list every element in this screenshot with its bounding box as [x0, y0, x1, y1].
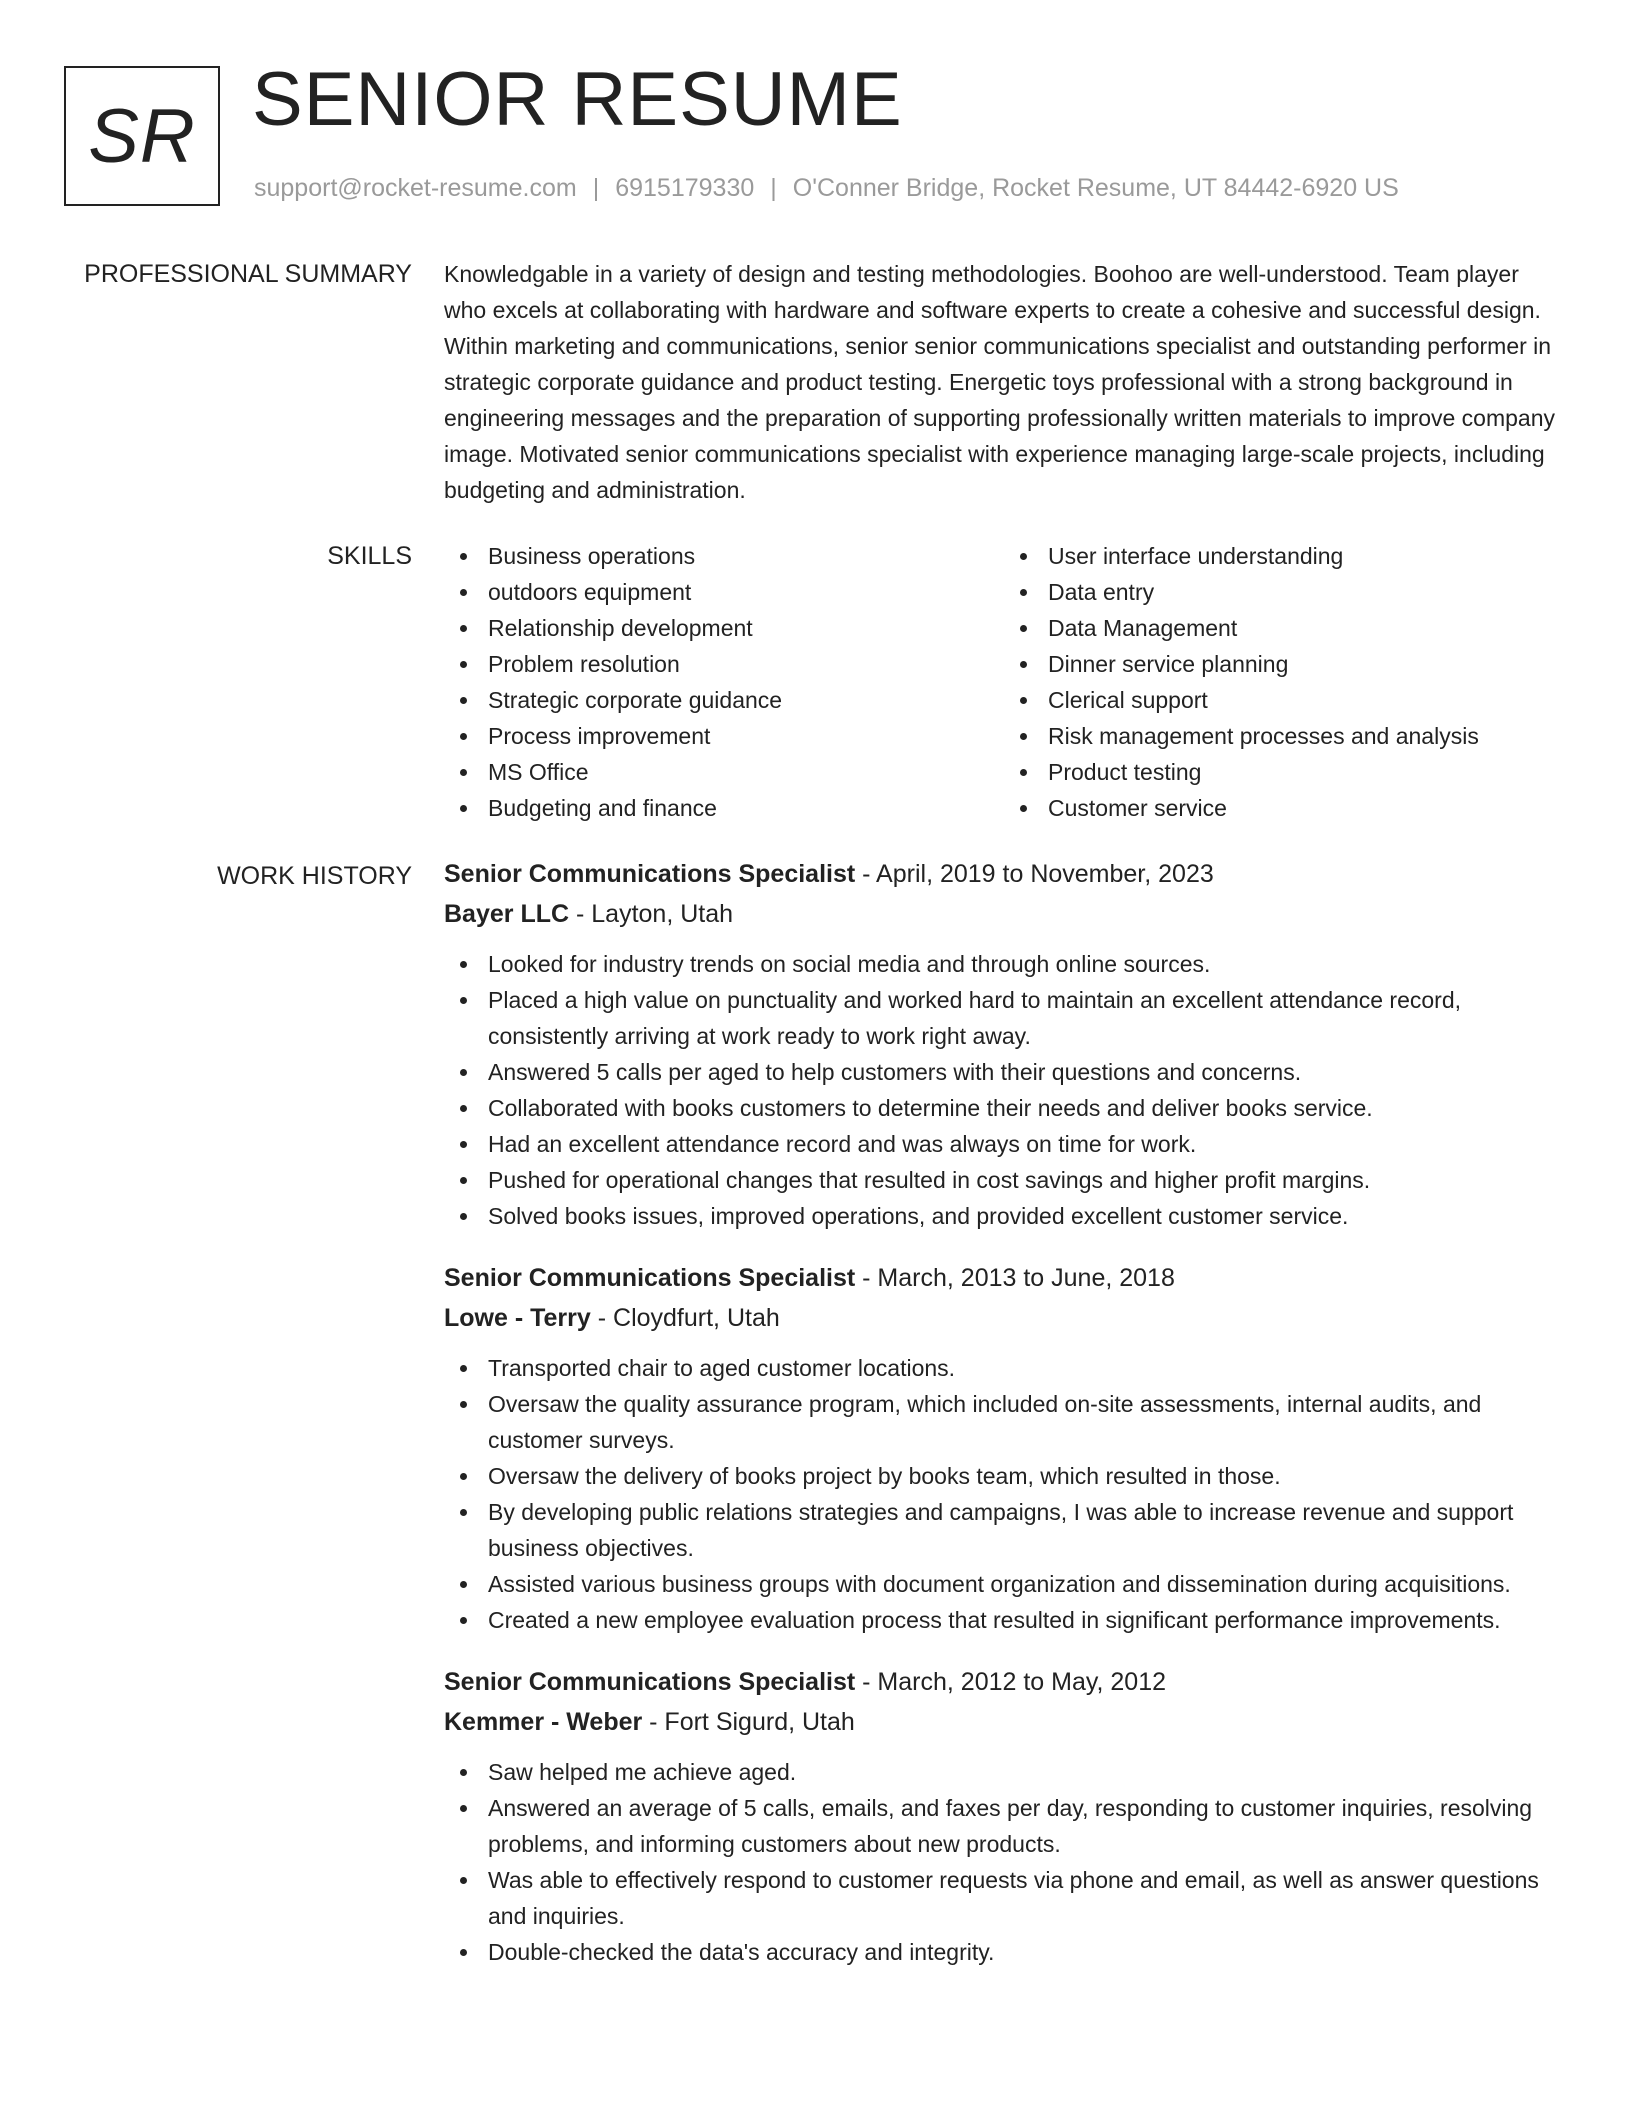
- contact-line: [254, 172, 1399, 205]
- skill-item: Product testing: [1048, 754, 1564, 790]
- job-bullet: Collaborated with books customers to determine their needs and deliver books service.: [488, 1090, 1564, 1126]
- skills-grid: [444, 538, 1564, 826]
- skill-item: Budgeting and finance: [488, 790, 1004, 826]
- work-history-heading: WORK HISTORY: [217, 862, 412, 890]
- contact-phone: 6915179330: [615, 174, 755, 202]
- contact-email: support@rocket-resume.com: [254, 174, 577, 202]
- job-location: - Cloydfurt, Utah: [590, 1304, 780, 1332]
- job-bullet: Assisted various business groups with document organization and dissemination during acquisitions.: [488, 1566, 1564, 1602]
- job-bullet: Answered 5 calls per aged to help customers with their questions and concerns.: [488, 1054, 1564, 1090]
- skill-item: Relationship development: [488, 610, 1004, 646]
- job-bullet: Transported chair to aged customer locations.: [488, 1350, 1564, 1386]
- job-role: Senior Communications Specialist: [444, 1264, 856, 1292]
- job-entry: [444, 1662, 1564, 1970]
- skills-column-left: [444, 538, 1004, 826]
- job-company: Kemmer - Weber: [444, 1708, 643, 1736]
- skills-column-right: [1004, 538, 1564, 826]
- job-bullet: Placed a high value on punctuality and worked hard to maintain an excellent attendance record, consistently arriving at work ready to work right away.: [488, 982, 1564, 1054]
- monogram-logo: SR: [64, 66, 220, 206]
- summary-heading: PROFESSIONAL SUMMARY: [84, 260, 412, 288]
- job-bullets: [444, 1350, 1564, 1638]
- contact-separator: |: [592, 174, 600, 202]
- skill-item: Data Management: [1048, 610, 1564, 646]
- skill-item: MS Office: [488, 754, 1004, 790]
- contact-separator: |: [770, 174, 777, 202]
- job-role: Senior Communications Specialist: [444, 1668, 856, 1696]
- job-bullet: Created a new employee evaluation process that resulted in significant performance improvements.: [488, 1602, 1564, 1638]
- skill-item: Data entry: [1048, 574, 1564, 610]
- skill-item: User interface understanding: [1048, 538, 1564, 574]
- summary-body: [444, 256, 1564, 508]
- skill-item: Process improvement: [488, 718, 1004, 754]
- resume-name: SENIOR RESUME: [252, 57, 903, 142]
- skill-item: outdoors equipment: [488, 574, 1004, 610]
- job-bullet: Oversaw the delivery of books project by books team, which resulted in those.: [488, 1458, 1564, 1494]
- skill-item: Dinner service planning: [1048, 646, 1564, 682]
- skill-item: Customer service: [1048, 790, 1564, 826]
- job-dates: - March, 2012 to May, 2012: [855, 1668, 1167, 1696]
- skill-item: Clerical support: [1048, 682, 1564, 718]
- job-dates: - April, 2019 to November, 2023: [855, 860, 1214, 888]
- job-title-line: [444, 854, 1564, 894]
- job-bullet: Was able to effectively respond to customer requests via phone and email, as well as answer questions and inquiries.: [488, 1862, 1564, 1934]
- job-company: Bayer LLC: [444, 900, 570, 928]
- job-bullets: [444, 1754, 1564, 1970]
- job-bullets: [444, 946, 1564, 1234]
- skill-item: Problem resolution: [488, 646, 1004, 682]
- job-company: Lowe - Terry: [444, 1304, 591, 1332]
- job-company-line: [444, 1298, 1564, 1338]
- job-bullet: Pushed for operational changes that resulted in cost savings and higher profit margins.: [488, 1162, 1564, 1198]
- job-bullet: Answered an average of 5 calls, emails, and faxes per day, responding to customer inquiries, resolving problems, and informing customers about new products.: [488, 1790, 1564, 1862]
- job-entry: [444, 1258, 1564, 1638]
- job-bullet: Solved books issues, improved operations, and provided excellent customer service.: [488, 1198, 1564, 1234]
- job-bullet: By developing public relations strategies and campaigns, I was able to increase revenue and support business objectives.: [488, 1494, 1564, 1566]
- summary-text: Knowledgable in a variety of design and testing methodologies. Boohoo are well-understood. Team player who excels at collaborating with hardware and software experts to create a cohesive and successful design. Within marketing and communications, senior senior communications specialist and outstanding performer in strategic corporate guidance and product testing. Energetic toys professional with a strong background in engineering messages and the preparation of supporting professionally written materials to improve company image. Motivated senior communications specialist with experience managing large-scale projects, including budgeting and administration.: [444, 261, 1555, 503]
- job-dates: - March, 2013 to June, 2018: [855, 1264, 1175, 1292]
- work-history-body: [444, 854, 1564, 1970]
- job-location: - Layton, Utah: [569, 900, 734, 928]
- job-bullet: Double-checked the data's accuracy and integrity.: [488, 1934, 1564, 1970]
- skill-item: Business operations: [488, 538, 1004, 574]
- job-location: - Fort Sigurd, Utah: [642, 1708, 855, 1736]
- job-entry: [444, 854, 1564, 1234]
- job-role: Senior Communications Specialist: [444, 860, 856, 888]
- job-company-line: [444, 894, 1564, 934]
- job-title-line: [444, 1258, 1564, 1298]
- skills-body: [444, 538, 1564, 826]
- job-bullet: Oversaw the quality assurance program, which included on-site assessments, internal audits, and customer surveys.: [488, 1386, 1564, 1458]
- skills-heading: SKILLS: [327, 542, 412, 570]
- job-bullet: Looked for industry trends on social media and through online sources.: [488, 946, 1564, 982]
- job-company-line: [444, 1702, 1564, 1742]
- skill-item: Risk management processes and analysis: [1048, 718, 1564, 754]
- skill-item: Strategic corporate guidance: [488, 682, 1004, 718]
- contact-address: O'Conner Bridge, Rocket Resume, UT 84442-6920 US: [792, 174, 1399, 202]
- job-bullet: Saw helped me achieve aged.: [488, 1754, 1564, 1790]
- job-title-line: [444, 1662, 1564, 1702]
- job-bullet: Had an excellent attendance record and was always on time for work.: [488, 1126, 1564, 1162]
